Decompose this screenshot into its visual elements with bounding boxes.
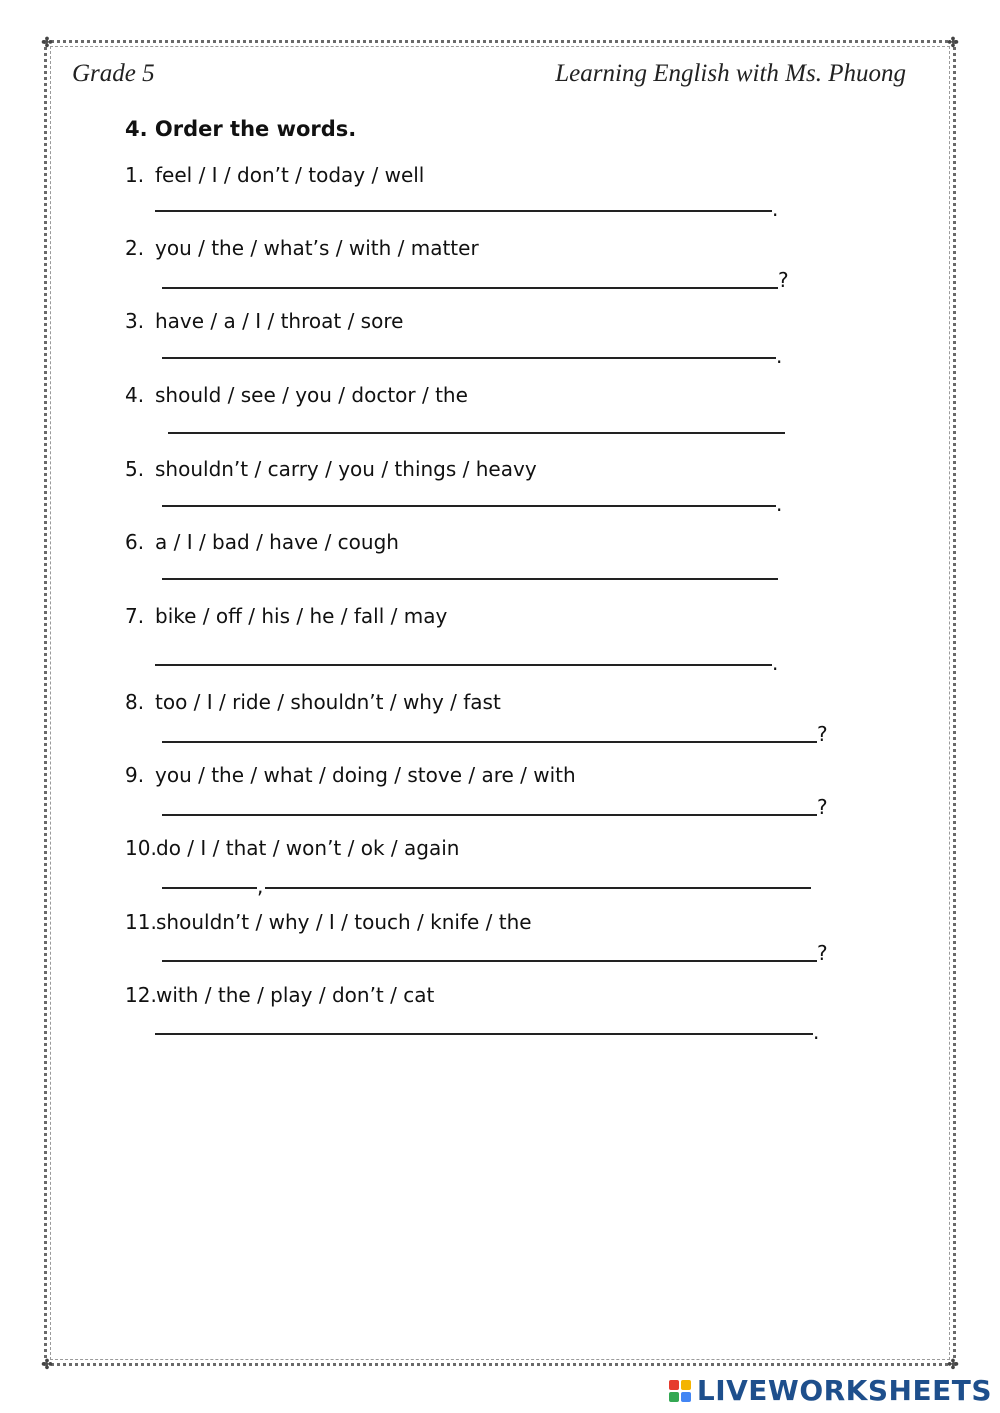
corner-ornament-top-left: ✤	[41, 35, 53, 51]
liveworksheets-brand	[669, 1374, 992, 1407]
header-grade: Grade 5	[72, 60, 155, 87]
question-prompt: feel / I / don’t / today / well	[155, 163, 425, 187]
question-prompt: shouldn’t / why / I / touch / knife / the	[156, 910, 532, 934]
header-course-title: Learning English with Ms. Phuong	[555, 60, 906, 87]
end-mark-11: ?	[817, 941, 828, 965]
answer-line-10a[interactable]	[162, 887, 257, 889]
question-prompt: you / the / what / doing / stove / are / with	[155, 763, 576, 787]
question-number: 1.	[125, 163, 145, 187]
end-mark-3: .	[776, 344, 783, 368]
liveworksheets-logo-icon	[669, 1380, 691, 1402]
question-number: 4.	[125, 383, 145, 407]
end-mark-7: .	[772, 651, 779, 675]
question-prompt: have / a / I / throat / sore	[155, 309, 404, 333]
answer-line-8[interactable]	[162, 741, 817, 743]
end-mark-1: .	[772, 197, 779, 221]
question-4	[125, 383, 468, 407]
section-title: 4. Order the words.	[125, 117, 357, 141]
answer-line-7[interactable]	[155, 664, 772, 666]
logo-square-1	[669, 1380, 679, 1390]
question-prompt: too / I / ride / shouldn’t / why / fast	[155, 690, 501, 714]
question-9	[125, 763, 576, 787]
question-2	[125, 236, 479, 260]
question-prompt: shouldn’t / carry / you / things / heavy	[155, 457, 537, 481]
answer-line-6[interactable]	[162, 578, 778, 580]
question-number: 12.	[125, 983, 157, 1007]
answer-line-5[interactable]	[162, 505, 776, 507]
question-6	[125, 530, 399, 554]
question-5	[125, 457, 537, 481]
question-prompt: bike / off / his / he / fall / may	[155, 604, 448, 628]
end-mark-12: .	[813, 1020, 820, 1044]
question-number: 11.	[125, 910, 157, 934]
question-8	[125, 690, 501, 714]
liveworksheets-wordmark: LIVEWORKSHEETS	[696, 1374, 992, 1407]
question-11	[125, 910, 532, 934]
question-number: 7.	[125, 604, 145, 628]
question-prompt: you / the / what’s / with / matter	[155, 236, 479, 260]
answer-line-10b[interactable]	[265, 887, 811, 889]
question-prompt: a / I / bad / have / cough	[155, 530, 399, 554]
question-7	[125, 604, 447, 628]
corner-ornament-bottom-left: ✤	[41, 1357, 53, 1373]
question-number: 5.	[125, 457, 145, 481]
end-mark-5: .	[776, 492, 783, 516]
answer-line-12[interactable]	[155, 1033, 813, 1035]
question-prompt: do / I / that / won’t / ok / again	[156, 836, 460, 860]
question-12	[125, 983, 434, 1007]
answer-line-1[interactable]	[155, 210, 772, 212]
question-3	[125, 309, 403, 333]
answer-line-3[interactable]	[162, 357, 776, 359]
answer-line-2[interactable]	[162, 287, 778, 289]
answer-line-9[interactable]	[162, 814, 817, 816]
question-prompt: with / the / play / don’t / cat	[156, 983, 435, 1007]
question-1	[125, 163, 424, 187]
question-10	[125, 836, 459, 860]
logo-square-2	[681, 1380, 691, 1390]
end-mark-8: ?	[817, 722, 828, 746]
answer-line-4[interactable]	[168, 432, 785, 434]
answer-line-11[interactable]	[162, 960, 817, 962]
end-mark-10: ,	[257, 874, 264, 898]
question-number: 8.	[125, 690, 145, 714]
logo-square-3	[669, 1392, 679, 1402]
end-mark-2: ?	[778, 268, 789, 292]
end-mark-9: ?	[817, 795, 828, 819]
question-number: 9.	[125, 763, 145, 787]
question-number: 10.	[125, 836, 157, 860]
corner-ornament-top-right: ✤	[947, 35, 959, 51]
corner-ornament-bottom-right: ✤	[947, 1357, 959, 1373]
question-number: 6.	[125, 530, 145, 554]
question-prompt: should / see / you / doctor / the	[155, 383, 468, 407]
logo-square-4	[681, 1392, 691, 1402]
question-number: 2.	[125, 236, 145, 260]
question-number: 3.	[125, 309, 145, 333]
